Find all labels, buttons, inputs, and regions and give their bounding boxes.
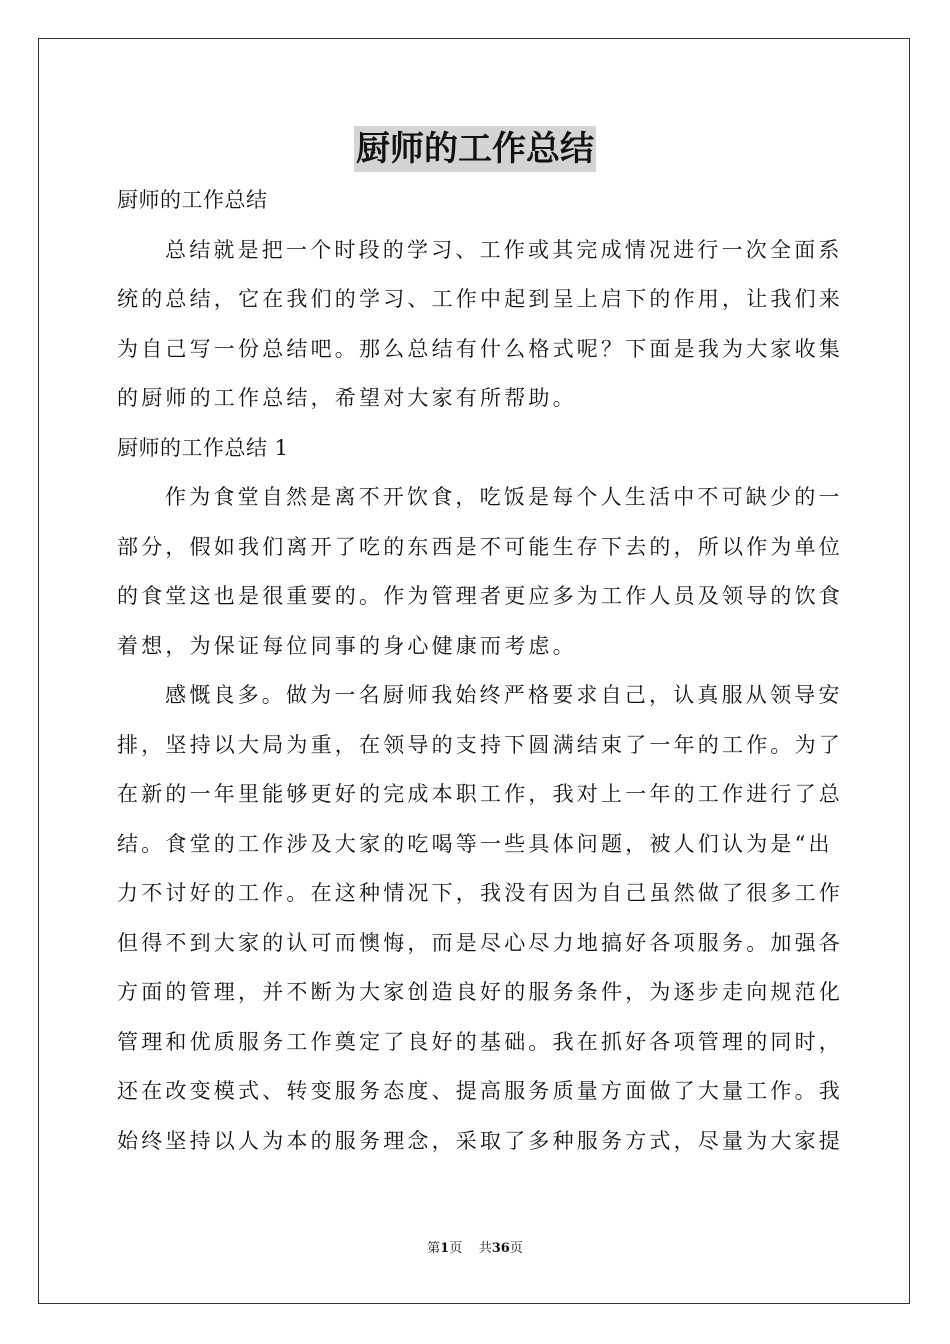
footer-current-page: 1 xyxy=(440,1241,450,1256)
paragraph-line: 但得不到大家的认可而懊悔，而是尽心尽力地搞好各项服务。加强各 xyxy=(117,930,843,955)
footer-total-pages: 36 xyxy=(491,1241,510,1256)
paragraph-line: 力不讨好的工作。在这种情况下，我没有因为自己虽然做了很多工作 xyxy=(117,881,843,905)
paragraph-line: 感慨良多。做为一名厨师我始终严格要求自己，认真服从领导安 xyxy=(165,683,843,707)
footer-prefix: 第 xyxy=(427,1241,441,1256)
title-area xyxy=(0,126,950,172)
paragraph-line: 始终坚持以人为本的服务理念，采取了多种服务方式，尽量为大家提 xyxy=(117,1128,843,1153)
paragraph-line: 为自己写一份总结吧。那么总结有什么格式呢？下面是我为大家收集 xyxy=(117,336,843,361)
paragraph-line: 的食堂这也是很重要的。作为管理者更应多为工作人员及领导的饮食 xyxy=(117,584,843,608)
paragraph-line: 着想，为保证每位同事的身心健康而考虑。 xyxy=(117,633,577,658)
paragraph-line: 还在改变模式、转变服务态度、提高服务质量方面做了大量工作。我 xyxy=(117,1079,843,1103)
page-footer xyxy=(0,1240,950,1258)
paragraph-line: 统的总结，它在我们的学习、工作中起到呈上启下的作用，让我们来 xyxy=(117,287,843,311)
paragraph-line: 排，坚持以大局为重，在领导的支持下圆满结束了一年的工作。为了 xyxy=(117,732,843,757)
document-body xyxy=(117,176,843,1166)
paragraph-line: 结。食堂的工作涉及大家的吃喝等一些具体问题，被人们认为是“出 xyxy=(117,831,833,856)
paragraph-line: 方面的管理，并不断为大家创造良好的服务条件，为逐步走向规范化 xyxy=(117,980,843,1004)
paragraph-line: 部分，假如我们离开了吃的东西是不可能生存下去的，所以作为单位 xyxy=(117,534,843,559)
footer-suffix: 页 xyxy=(509,1241,523,1256)
paragraph-line: 管理和优质服务工作奠定了良好的基础。我在抓好各项管理的同时， xyxy=(117,1029,843,1054)
section-heading: 厨师的工作总结 1 xyxy=(117,435,289,460)
paragraph-line: 在新的一年里能够更好的完成本职工作，我对上一年的工作进行了总 xyxy=(117,782,843,806)
paragraph-line: 的厨师的工作总结，希望对大家有所帮助。 xyxy=(117,386,577,410)
subheading: 厨师的工作总结 xyxy=(117,188,268,212)
document-title: 厨师的工作总结 xyxy=(354,126,596,172)
footer-middle: 页 共 xyxy=(449,1241,492,1256)
paragraph-line: 总结就是把一个时段的学习、工作或其完成情况进行一次全面系 xyxy=(165,237,843,262)
paragraph-line: 作为食堂自然是离不开饮食，吃饭是每个人生活中不可缺少的一 xyxy=(165,485,843,509)
